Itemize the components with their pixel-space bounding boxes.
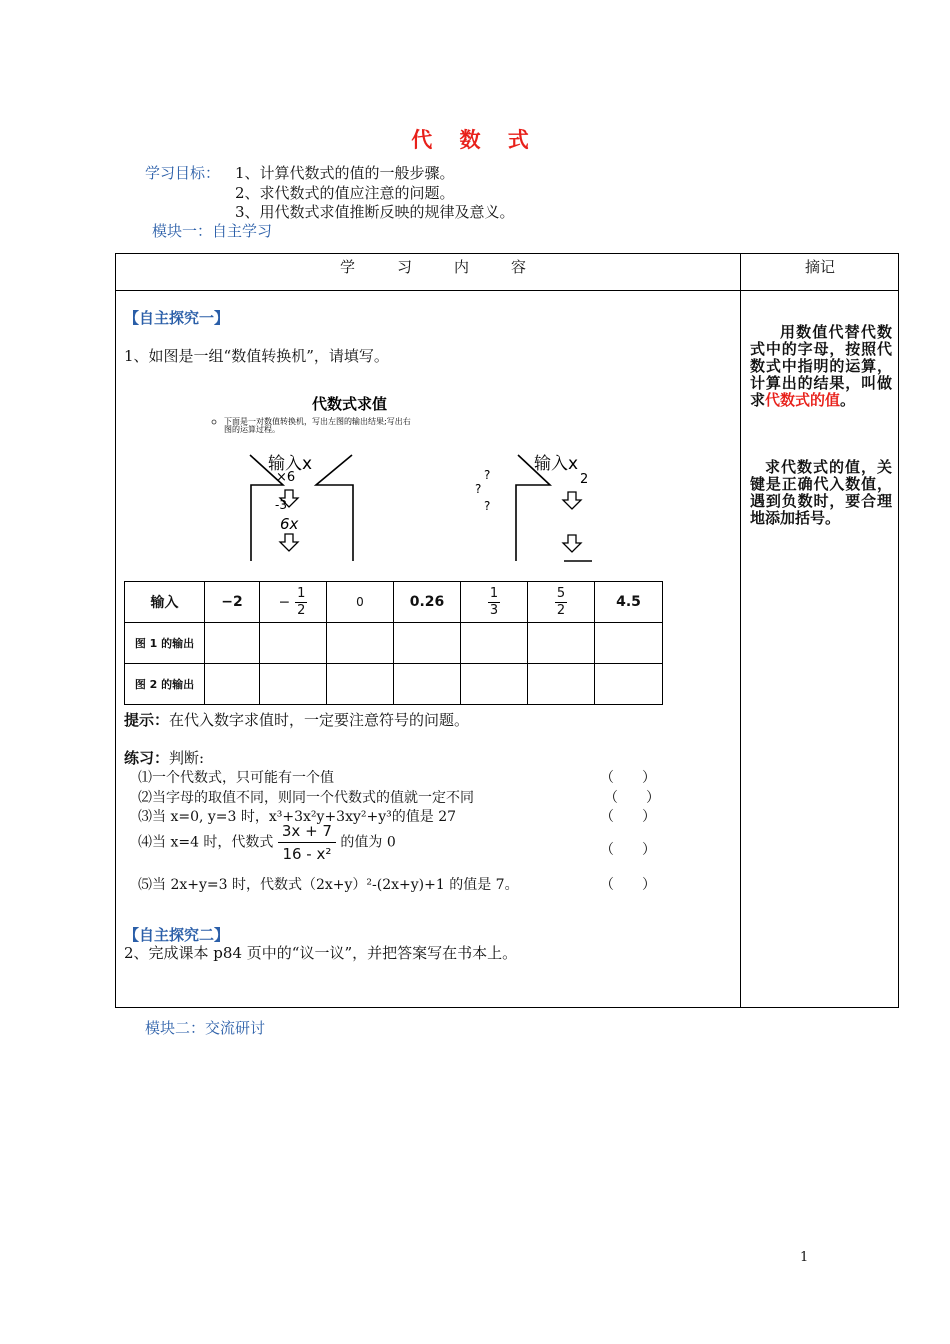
output-cell[interactable] <box>205 664 260 705</box>
column-divider <box>740 253 741 1008</box>
row-label: 图 1 的输出 <box>125 623 205 664</box>
arrow-down-icon <box>563 535 581 552</box>
input-label-cell: 输入 <box>125 582 205 623</box>
output-cell[interactable] <box>394 623 461 664</box>
goal-item: 3、用代数式求值推断反映的规律及意义。 <box>235 203 515 221</box>
right-question-mark: ? <box>484 499 491 513</box>
output-cell[interactable] <box>528 623 595 664</box>
table-row <box>125 623 663 664</box>
answer-parentheses[interactable]: （ ） <box>600 877 656 893</box>
goals-label: 学习目标： <box>145 164 221 182</box>
input-cell: 0.26 <box>394 582 461 623</box>
right-question-mark: ? <box>484 468 491 482</box>
answer-parentheses[interactable]: （ ） <box>600 842 656 858</box>
number-machine-figure <box>200 385 620 570</box>
figure-instruction: 下面是一对数值转换机，写出左图的输出结果;写出右 <box>224 417 411 426</box>
output-cell[interactable] <box>260 623 327 664</box>
practice-item: ⑷当 x=4 时，代数式 $\frac{3x + 7}{\text{16 - x²}}$ 的值为 0 <box>138 822 396 863</box>
left-machine-funnel-right <box>316 455 353 561</box>
left-output: 6x <box>280 515 299 533</box>
arrow-down-icon <box>563 492 581 509</box>
output-cell[interactable] <box>461 664 528 705</box>
page-number: 1 <box>800 1250 809 1265</box>
arrow-down-icon <box>280 534 298 551</box>
side-note-definition: 用数值代替代数式中的字母，按照代数式中指明的运算，计算出的结果，叫做求代数式的值。 <box>750 323 892 409</box>
figure-instruction: 图的运算过程。 <box>224 425 280 434</box>
explore-one-heading: 【自主探究一】 <box>124 309 230 327</box>
input-cell: $\frac{1}{3}$ <box>461 582 528 623</box>
practice-heading: 练习：判断: <box>124 749 205 767</box>
explore-two-heading: 【自主探究二】 <box>124 926 230 944</box>
output-cell[interactable] <box>595 623 663 664</box>
practice-item: ⑶当 x=0, y=3 时，x³+3x²y+3xy²+y³的值是 27 <box>138 809 457 825</box>
answer-parentheses[interactable]: （ ） <box>600 770 656 786</box>
output-cell[interactable] <box>327 664 394 705</box>
input-cell: 4.5 <box>595 582 663 623</box>
side-note-tip: 求代数式的值，关键是正确代入数值，遇到负数时，要合理地添加括号。 <box>750 458 892 527</box>
content-column-header: 学 习 内 容 <box>340 258 529 276</box>
input-cell: − $\frac{1}{2}$ <box>260 582 327 623</box>
answer-parentheses[interactable]: （ ） <box>604 790 660 806</box>
input-cell: −2 <box>205 582 260 623</box>
expression-fraction: $\frac{3x + 7}{\text{16 - x²}}$ <box>278 822 336 863</box>
output-cell[interactable] <box>394 664 461 705</box>
left-step-subtract: -3 <box>275 498 287 512</box>
module-two-heading: 模块二：交流研讨 <box>145 1019 266 1037</box>
practice-item: ⑸当 2x+y=3 时，代数式（2x+y）²-(2x+y)+1 的值是 7。 <box>138 877 519 893</box>
input-cell: $\frac{5}{2}$ <box>528 582 595 623</box>
left-input-label: 输入x <box>268 454 313 474</box>
page-title: 代 数 式 <box>411 128 539 152</box>
answer-parentheses[interactable]: （ ） <box>600 809 656 825</box>
goal-item: 2、求代数式的值应注意的问题。 <box>235 184 455 202</box>
figure-title: 代数式求值 <box>312 395 388 413</box>
table-row <box>125 664 663 705</box>
left-step-multiply: ×6 <box>276 470 296 485</box>
output-cell[interactable] <box>461 623 528 664</box>
input-cell: 0 <box>327 582 394 623</box>
input-output-table <box>124 581 663 705</box>
output-cell[interactable] <box>528 664 595 705</box>
row-label: 图 2 的输出 <box>125 664 205 705</box>
question-one: 1、如图是一组“数值转换机”，请填写。 <box>124 347 389 365</box>
output-cell[interactable] <box>327 623 394 664</box>
tip: 提示：在代入数字求值时，一定要注意符号的问题。 <box>124 711 470 729</box>
output-cell[interactable] <box>205 623 260 664</box>
question-two: 2、完成课本 p84 页中的“议一议”，并把答案写在书本上。 <box>124 944 518 962</box>
notes-column-header: 摘记 <box>805 258 836 276</box>
output-cell[interactable] <box>260 664 327 705</box>
output-cell[interactable] <box>595 664 663 705</box>
practice-item: ⑴一个代数式，只可能有一个值 <box>138 770 334 786</box>
right-question-mark: ? <box>475 482 482 496</box>
table-row <box>125 582 663 623</box>
goal-item: 1、计算代数式的值的一般步骤。 <box>235 164 455 182</box>
module-one-heading: 模块一：自主学习 <box>152 222 273 240</box>
right-input-label: 输入x <box>534 454 579 474</box>
bullet-icon <box>212 420 216 424</box>
right-step-partial: 2 <box>580 472 589 487</box>
practice-item: ⑵当字母的取值不同，则同一个代数式的值就一定不同 <box>138 790 474 806</box>
header-divider <box>115 290 899 291</box>
